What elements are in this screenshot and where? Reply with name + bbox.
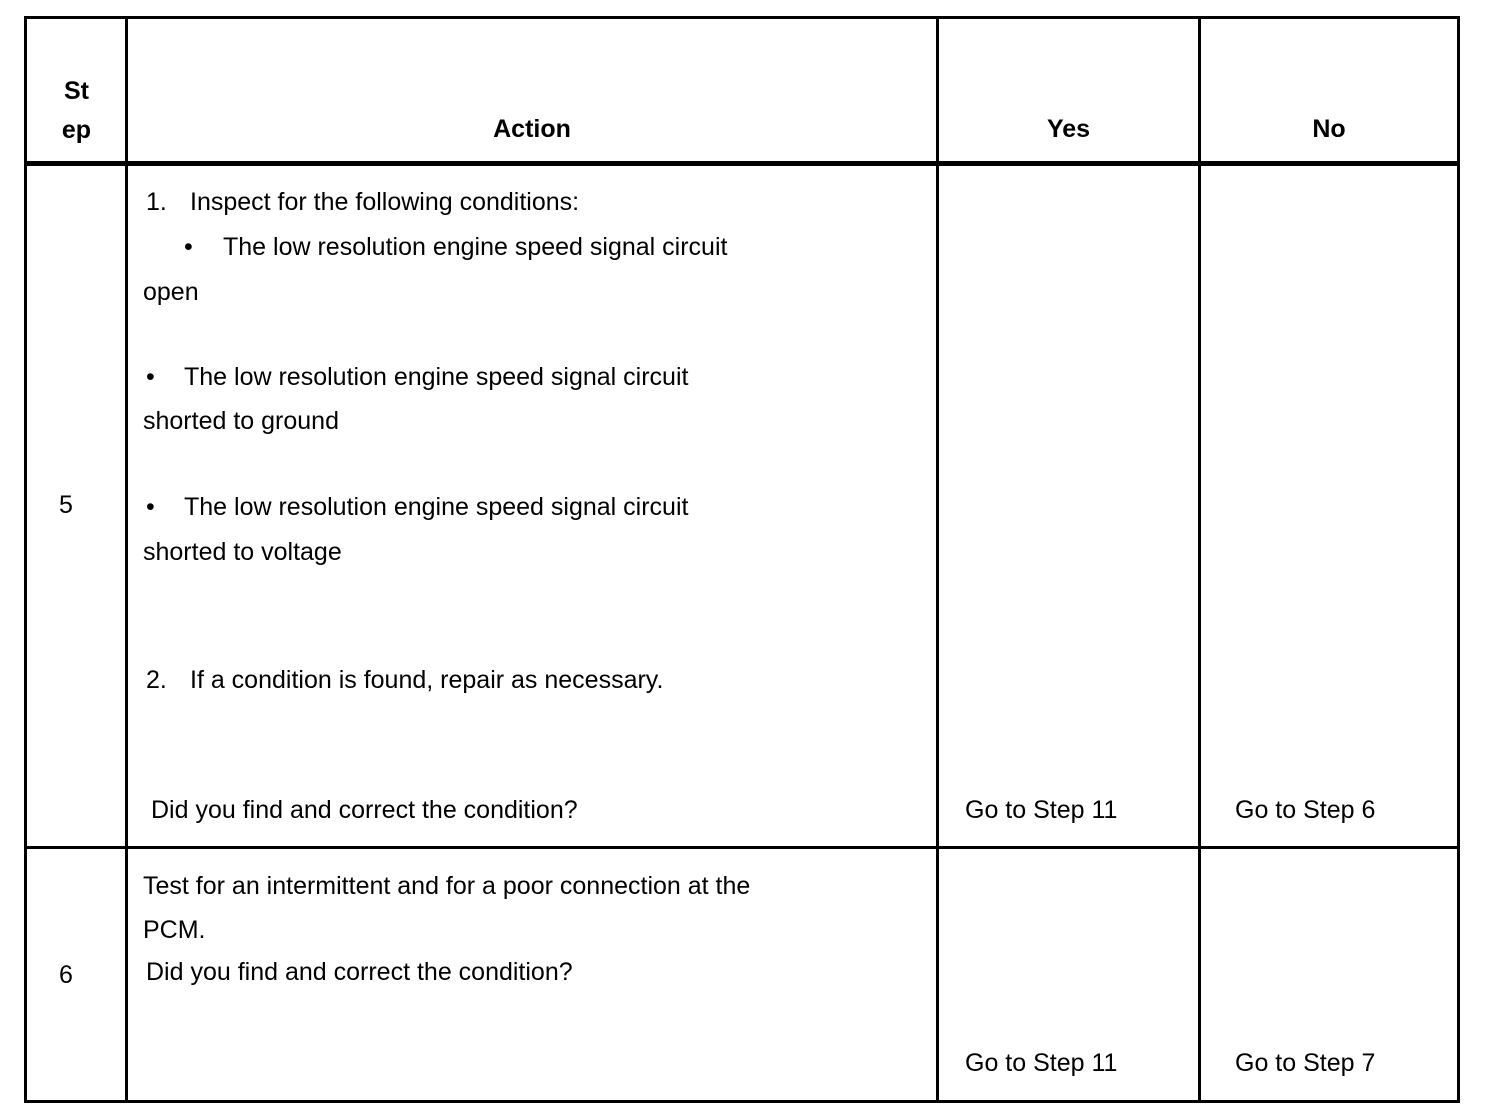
header-step-line2: ep <box>61 116 92 144</box>
condition-text-cont: open <box>143 278 199 306</box>
condition-text: The low resolution engine speed signal circuit <box>223 233 728 261</box>
row-step-number: 6 <box>59 961 73 989</box>
header-step-line1: St <box>64 77 89 105</box>
action-text: Test for an intermittent and for a poor connection at the <box>143 872 751 900</box>
list-item-number: 1. <box>146 188 167 216</box>
list-item-text: If a condition is found, repair as necessary. <box>190 666 664 694</box>
action-text-cont: PCM. <box>143 916 206 944</box>
no-link[interactable]: Go to Step 7 <box>1235 1049 1376 1077</box>
row-divider <box>24 846 1460 849</box>
list-item-number: 2. <box>146 666 167 694</box>
column-divider-step <box>125 16 128 1103</box>
yes-link[interactable]: Go to Step 11 <box>965 796 1118 824</box>
row-step-number: 5 <box>59 491 73 519</box>
list-item-text: Inspect for the following conditions: <box>190 188 580 216</box>
condition-text-cont: shorted to ground <box>143 407 339 435</box>
question-text: Did you find and correct the condition? <box>151 796 578 824</box>
header-divider <box>24 161 1460 166</box>
bullet-icon: • <box>184 233 193 261</box>
question-text: Did you find and correct the condition? <box>146 958 573 986</box>
condition-text-cont: shorted to voltage <box>143 538 342 566</box>
header-yes: Yes <box>1046 115 1091 143</box>
condition-text: The low resolution engine speed signal circuit <box>184 363 689 391</box>
yes-link[interactable]: Go to Step 11 <box>965 1049 1118 1077</box>
bullet-icon: • <box>146 363 155 391</box>
header-no: No <box>1312 115 1346 143</box>
header-action: Action <box>493 115 571 143</box>
column-divider-yes <box>1198 16 1201 1103</box>
column-divider-action <box>936 16 939 1103</box>
condition-text: The low resolution engine speed signal circuit <box>184 493 689 521</box>
no-link[interactable]: Go to Step 6 <box>1235 796 1376 824</box>
bullet-icon: • <box>146 493 155 521</box>
